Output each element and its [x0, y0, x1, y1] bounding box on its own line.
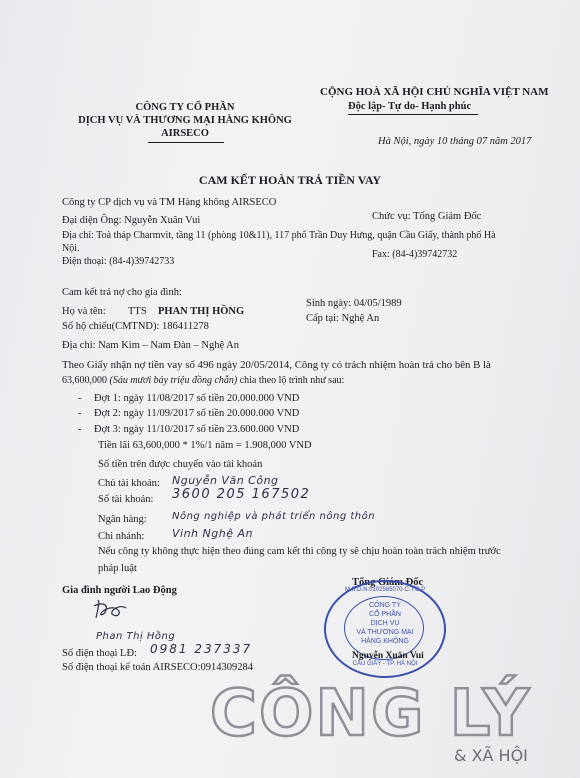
seal-line2: CỔ PHẦN — [369, 611, 401, 618]
company-seal — [324, 580, 446, 678]
branch-label: Chi nhánh: — [98, 531, 145, 542]
left-signature-mark — [92, 598, 132, 622]
party-b-intro: Cam kết trả nợ cho gia đình: — [62, 287, 182, 298]
seal-line1: CÔNG TY — [369, 602, 401, 609]
interest-line: Tiền lãi 63,600,000 * 1%/1 năm = 1.908,000 VND — [98, 440, 312, 451]
installment-bullet: - — [78, 424, 82, 435]
party-b-name-prefix: TTS — [128, 306, 147, 317]
account-number-value: 3600 205 167502 — [172, 487, 311, 502]
loan-paragraph-line1: Theo Giấy nhận nợ tiền vay số 496 ngày 20/05/2014, Công ty có trách nhiệm hoàn trả cho bên B là — [62, 359, 491, 371]
account-holder-label: Chủ tài khoản: — [98, 478, 160, 489]
document-date — [378, 135, 531, 148]
watermark-sub: & XÃ HỘI — [454, 746, 528, 765]
installment-1: Đợt 1: ngày 11/08/2017 số tiền 20.000.000 VND — [94, 393, 300, 404]
right-signature-title: Tổng Giám Đốc — [352, 577, 424, 588]
seal-ring-text: M.S.D.N:0102565070-C.T.C.P — [344, 587, 426, 593]
date-year: năm 2017 — [489, 136, 532, 147]
closing-line2: pháp luật — [98, 563, 137, 574]
account-holder-value: Nguyễn Văn Công — [172, 474, 279, 487]
date-day: 10 — [436, 136, 448, 147]
seal-bottom-text: CẦU GIẤY - TP. HÀ NỘI — [352, 661, 418, 667]
transfer-note: Số tiền trên được chuyển vào tài khoản — [98, 459, 263, 470]
motto-underline — [348, 114, 478, 115]
company-name-line1: CÔNG TY CỔ PHẦN — [135, 102, 235, 113]
party-a-address-line2: Nội. — [62, 243, 80, 254]
party-a-fax: Fax: (84-4)39742732 — [372, 249, 458, 260]
phone-accounting: Số điện thoại kế toán AIRSECO:0914309284 — [62, 662, 254, 673]
party-a-phone: Điện thoại: (84-4)39742733 — [62, 256, 175, 267]
installment-bullet: - — [78, 393, 82, 404]
loan-paragraph-line2 — [62, 374, 344, 387]
loan-amount-words: (Sáu mươi bảy triệu đồng chẵn) — [109, 375, 238, 386]
party-b-address: Địa chỉ: Nam Kim – Nam Đàn – Nghệ An — [62, 340, 240, 351]
company-name-line2: DỊCH VỤ VÀ THƯƠNG MẠI HÀNG KHÔNG — [78, 115, 292, 126]
date-prefix: Hà Nội, ngày — [378, 136, 435, 147]
document-title: CAM KẾT HOÀN TRẢ TIỀN VAY — [198, 173, 382, 187]
branch-value: Vinh Nghệ An — [172, 527, 253, 540]
seal-line3: DỊCH VỤ — [370, 620, 400, 627]
party-b-id: Số hộ chiếu(CMTND): 186411278 — [62, 321, 209, 332]
party-b-issued: Cấp tại: Nghệ An — [306, 313, 380, 324]
bank-label: Ngân hàng: — [98, 514, 147, 525]
party-b-name-label: Họ và tên: — [62, 306, 106, 317]
party-a-representative: Đại diện Ông: Nguyễn Xuân Vui — [62, 215, 201, 226]
seal-line4: VÀ THƯƠNG MẠI — [356, 629, 414, 636]
party-b-name: PHAN THỊ HỒNG — [158, 306, 245, 317]
party-a-address-line1: Địa chỉ: Toà tháp Charmvit, tầng 11 (phòng 10&11), 117 phố Trần Duy Hưng, quận Cầu Giấy, thành phố Hà — [62, 230, 496, 241]
company-underline — [148, 142, 224, 143]
left-signature-name: Phan Thị Hồng — [96, 631, 176, 642]
date-month: 07 — [476, 136, 488, 147]
party-b-dob: Sinh ngày: 04/05/1989 — [306, 298, 402, 309]
account-number-label: Số tài khoản: — [98, 494, 154, 505]
loan-schedule-intro: chia theo lộ trình như sau: — [239, 375, 345, 386]
seal-line5: HÀNG KHÔNG — [361, 638, 409, 645]
installment-2: Đợt 2: ngày 11/09/2017 số tiền 20.000.000 VND — [94, 408, 300, 419]
nation-motto: Độc lập- Tự do- Hạnh phúc — [348, 101, 472, 112]
installment-bullet: - — [78, 408, 82, 419]
closing-line1: Nếu công ty không thực hiện theo đúng cam kết thì công ty sẽ chịu hoàn toàn trách nhiệm trước — [98, 546, 501, 557]
watermark-main: CÔNG LÝ — [210, 677, 531, 751]
phone-ld-value: 0981 237337 — [150, 642, 253, 656]
party-a-company: Công ty CP dịch vụ và TM Hàng không AIRSECO — [62, 197, 277, 208]
installment-3: Đợt 3: ngày 11/10/2017 số tiền 23.600.000 VND — [94, 424, 300, 435]
company-name-line3: AIRSECO — [161, 128, 209, 139]
left-signature-title: Gia đình người Lao Động — [62, 585, 177, 596]
right-signature-name: Nguyễn Xuân Vui — [352, 651, 424, 661]
nation-title: CỘNG HOÀ XÃ HỘI CHỦ NGHĨA VIỆT NAM — [320, 86, 549, 98]
phone-ld-label: Số điện thoại LĐ: — [62, 648, 137, 659]
date-month-label: tháng — [450, 136, 474, 147]
bank-value: Nông nghiệp và phát triển nông thôn — [172, 511, 376, 522]
party-a-position: Chức vụ: Tổng Giám Đốc — [372, 211, 482, 222]
loan-amount: 63,600,000 — [62, 375, 107, 386]
